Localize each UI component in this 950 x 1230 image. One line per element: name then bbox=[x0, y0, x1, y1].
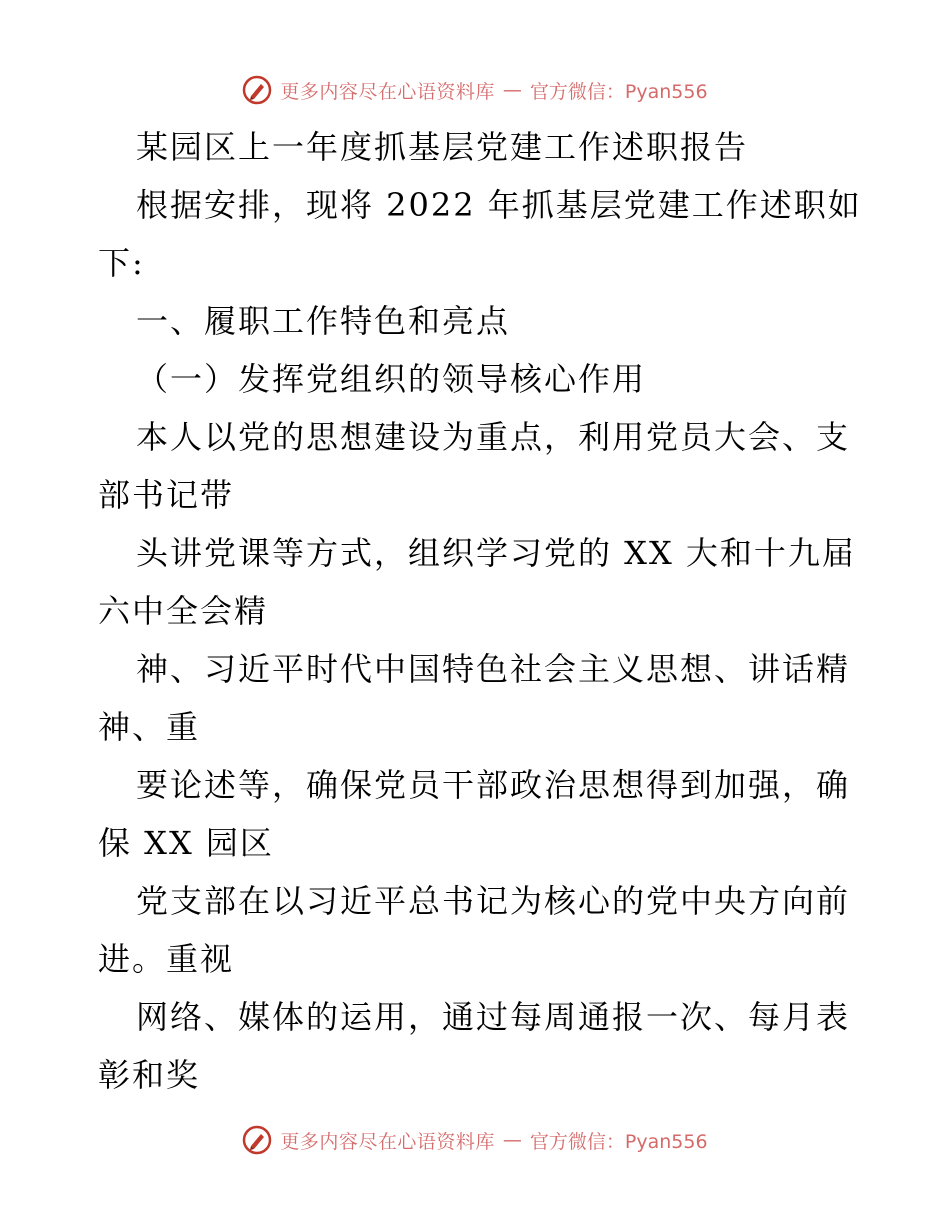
document-body bbox=[98, 122, 862, 1108]
section-heading: 一、履职工作特色和亮点 bbox=[136, 302, 511, 340]
red-pen-seal-icon bbox=[242, 75, 272, 105]
paragraph-line: 进。重视 bbox=[98, 940, 235, 978]
watermark-contact-text: 官方微信：Pyan556 bbox=[529, 80, 708, 103]
paragraph-line: 要论述等，确保党员干部政治思想得到加强，确 bbox=[136, 766, 851, 804]
watermark-dash: — bbox=[502, 79, 522, 101]
paragraph-line: 神、习近平时代中国特色社会主义思想、讲话精 bbox=[136, 650, 851, 688]
header-watermark bbox=[0, 70, 950, 110]
document-title: 某园区上一年度抓基层党建工作述职报告 bbox=[136, 128, 749, 166]
watermark-dash: — bbox=[502, 1129, 522, 1151]
paragraph-line: 彰和奖 bbox=[98, 1056, 201, 1094]
red-pen-seal-icon bbox=[242, 1125, 272, 1155]
paragraph-line: 下: bbox=[98, 244, 145, 282]
paragraph-line: 根据安排，现将 2022 年抓基层党建工作述职如 bbox=[136, 186, 862, 224]
paragraph-line: 党支部在以习近平总书记为核心的党中央方向前 bbox=[136, 882, 851, 920]
paragraph-line: 头讲党课等方式，组织学习党的 XX 大和十九届 bbox=[136, 534, 856, 572]
paragraph-line: 保 XX 园区 bbox=[98, 824, 274, 862]
paragraph-line: 网络、媒体的运用，通过每周通报一次、每月表 bbox=[136, 998, 851, 1036]
subsection-heading: （一）发挥党组织的领导核心作用 bbox=[136, 360, 647, 398]
paragraph-line: 神、重 bbox=[98, 708, 201, 746]
watermark-contact-text: 官方微信：Pyan556 bbox=[529, 1130, 708, 1153]
watermark-main-text: 更多内容尽在心语资料库 bbox=[280, 1130, 495, 1153]
watermark-main-text: 更多内容尽在心语资料库 bbox=[280, 80, 495, 103]
paragraph-line: 六中全会精 bbox=[98, 592, 269, 630]
paragraph-line: 本人以党的思想建设为重点，利用党员大会、支 bbox=[136, 418, 851, 456]
paragraph-line: 部书记带 bbox=[98, 476, 235, 514]
footer-watermark bbox=[0, 1120, 950, 1160]
